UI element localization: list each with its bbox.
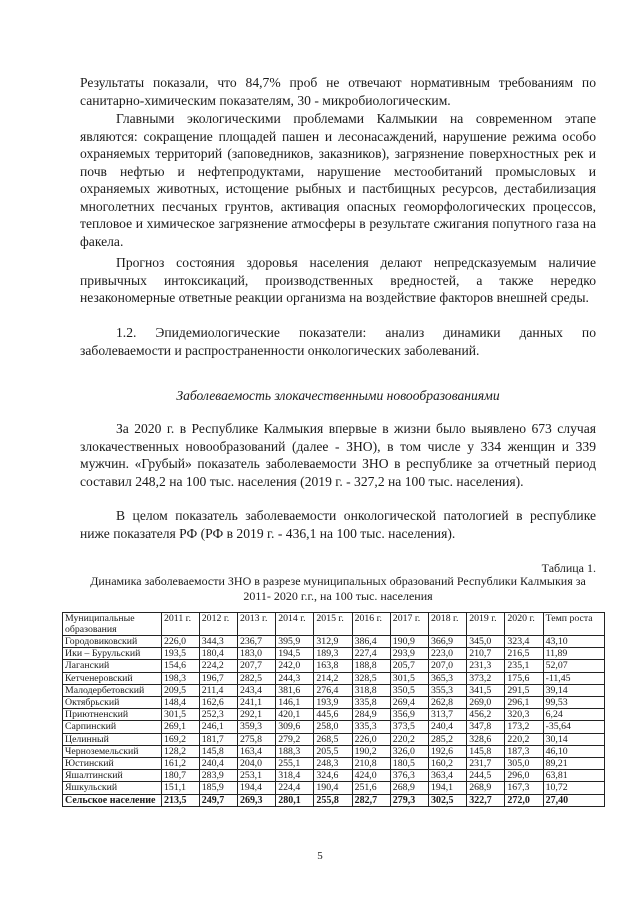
table-cell: 52,07	[543, 660, 604, 672]
table-cell: 356,9	[390, 709, 428, 721]
table-cell: 293,9	[390, 648, 428, 660]
table-cell: 312,9	[314, 636, 352, 648]
table-row	[63, 660, 605, 672]
table-header-cell: Муниципальные образования	[63, 613, 162, 636]
table-cell: 163,8	[314, 660, 352, 672]
table-cell: 376,3	[390, 770, 428, 782]
table-cell: 231,3	[467, 660, 505, 672]
table-cell: 244,5	[467, 770, 505, 782]
table-cell: 456,2	[467, 709, 505, 721]
row-label: Яшалтинский	[63, 770, 162, 782]
table-row	[63, 672, 605, 684]
table-cell: 39,14	[543, 684, 604, 696]
table-cell: 214,2	[314, 672, 352, 684]
row-label: Юстинский	[63, 758, 162, 770]
table-cell: 276,4	[314, 684, 352, 696]
table-cell: 244,3	[276, 672, 314, 684]
table-cell: 180,5	[390, 758, 428, 770]
table-cell: 324,6	[314, 770, 352, 782]
table-cell: 193,9	[314, 697, 352, 709]
total-cell: 322,7	[467, 794, 505, 806]
table-cell: 209,5	[162, 684, 200, 696]
table-cell: -35,64	[543, 721, 604, 733]
table-row	[63, 745, 605, 757]
page-number: 5	[317, 850, 323, 862]
table-cell: 262,8	[429, 697, 467, 709]
table-cell: 347,8	[467, 721, 505, 733]
table-cell: 285,2	[429, 733, 467, 745]
table-cell: 282,5	[237, 672, 275, 684]
table-cell: 180,7	[162, 770, 200, 782]
table-row	[63, 636, 605, 648]
table-cell: 296,1	[505, 697, 543, 709]
table-cell: 175,6	[505, 672, 543, 684]
table-cell: 420,1	[276, 709, 314, 721]
table-cell: 46,10	[543, 745, 604, 757]
row-label: Черноземельский	[63, 745, 162, 757]
paragraph-2020: За 2020 г. в Республике Калмыкия впервые в жизни было выявлено 673 случая злокачественных новообразований (далее - ЗНО), в том числе у 334 женщин и 339 мужчин. «Грубый» показатель заболеваемости ЗНО в республике за отчетный период составил 248,2 на 100 тыс. населения (2019 г. - 327,2 на 100 тыс. населения).	[80, 421, 596, 489]
table-total-row	[63, 794, 605, 806]
table-row	[63, 648, 605, 660]
table-row	[63, 782, 605, 794]
table-cell: 318,8	[352, 684, 390, 696]
table-cell: 305,0	[505, 758, 543, 770]
row-label: Октябрьский	[63, 697, 162, 709]
table-header-row	[63, 613, 605, 636]
table-cell: 350,5	[390, 684, 428, 696]
table-row	[63, 709, 605, 721]
table-cell: 188,3	[276, 745, 314, 757]
table-cell: 63,81	[543, 770, 604, 782]
table-cell: 146,1	[276, 697, 314, 709]
table-cell: 160,2	[429, 758, 467, 770]
table-cell: 296,0	[505, 770, 543, 782]
table-body	[63, 636, 605, 807]
table-cell: 269,1	[162, 721, 200, 733]
row-label: Малодербетовский	[63, 684, 162, 696]
table-cell: 424,0	[352, 770, 390, 782]
table-header-cell: 2017 г.	[390, 613, 428, 636]
table-cell: 183,0	[237, 648, 275, 660]
table-cell: 194,5	[276, 648, 314, 660]
total-cell: 255,8	[314, 794, 352, 806]
total-cell: 27,40	[543, 794, 604, 806]
table-cell: 269,0	[467, 697, 505, 709]
total-cell: 279,3	[390, 794, 428, 806]
table-cell: 381,6	[276, 684, 314, 696]
row-label: Городовиковский	[63, 636, 162, 648]
table-cell: 10,72	[543, 782, 604, 794]
table-cell: 187,3	[505, 745, 543, 757]
table-cell: 145,8	[199, 745, 237, 757]
subsection-title: Заболеваемость злокачественными новообразованиями	[176, 388, 500, 403]
table-cell: 235,1	[505, 660, 543, 672]
paragraph-results: Результаты показали, что 84,7% проб не отвечают нормативным требованиям по санитарно-химическим показателям, 30 - микробиологическим.	[80, 75, 596, 108]
table-cell: 210,7	[467, 648, 505, 660]
table-cell: 207,7	[237, 660, 275, 672]
table-cell: 373,2	[467, 672, 505, 684]
table-cell: 292,1	[237, 709, 275, 721]
total-cell: 282,7	[352, 794, 390, 806]
table-cell: 226,0	[352, 733, 390, 745]
table-cell: 240,4	[429, 721, 467, 733]
table-cell: 246,1	[199, 721, 237, 733]
table-cell: 181,7	[199, 733, 237, 745]
table-cell: 284,9	[352, 709, 390, 721]
table-cell: 291,5	[505, 684, 543, 696]
row-label: Приютненский	[63, 709, 162, 721]
table-cell: 328,5	[352, 672, 390, 684]
table-header-cell: 2018 г.	[429, 613, 467, 636]
table-cell: -11,45	[543, 672, 604, 684]
table-cell: 251,6	[352, 782, 390, 794]
table-cell: 253,1	[237, 770, 275, 782]
table-cell: 193,5	[162, 648, 200, 660]
table-cell: 220,2	[390, 733, 428, 745]
table-cell: 43,10	[543, 636, 604, 648]
table-cell: 268,9	[467, 782, 505, 794]
table-cell: 345,0	[467, 636, 505, 648]
table-cell: 194,4	[237, 782, 275, 794]
table-cell: 386,4	[352, 636, 390, 648]
total-cell: 213,5	[162, 794, 200, 806]
table-cell: 169,2	[162, 733, 200, 745]
table-cell: 190,4	[314, 782, 352, 794]
row-label: Целинный	[63, 733, 162, 745]
table-cell: 190,2	[352, 745, 390, 757]
table-cell: 224,4	[276, 782, 314, 794]
table-cell: 231,7	[467, 758, 505, 770]
table-cell: 216,5	[505, 648, 543, 660]
table-cell: 366,9	[429, 636, 467, 648]
table-cell: 89,21	[543, 758, 604, 770]
table-cell: 151,1	[162, 782, 200, 794]
table-cell: 163,4	[237, 745, 275, 757]
table-cell: 205,7	[390, 660, 428, 672]
paragraph-rf-comparison: В целом показатель заболеваемости онкологической патологией в республике ниже показателя РФ (РФ в 2019 г. - 436,1 на 100 тыс. населения).	[80, 508, 596, 541]
table-cell: 236,7	[237, 636, 275, 648]
table-cell: 128,2	[162, 745, 200, 757]
table-cell: 363,4	[429, 770, 467, 782]
table-cell: 318,4	[276, 770, 314, 782]
table-cell: 161,2	[162, 758, 200, 770]
total-cell: 249,7	[199, 794, 237, 806]
total-cell: 280,1	[276, 794, 314, 806]
table-cell: 99,53	[543, 697, 604, 709]
table-cell: 224,2	[199, 660, 237, 672]
table-cell: 241,1	[237, 697, 275, 709]
table-cell: 180,4	[199, 648, 237, 660]
table-cell: 154,6	[162, 660, 200, 672]
table-cell: 6,24	[543, 709, 604, 721]
table-cell: 268,9	[390, 782, 428, 794]
table-cell: 194,1	[429, 782, 467, 794]
table-cell: 344,3	[199, 636, 237, 648]
table-cell: 205,5	[314, 745, 352, 757]
table-cell: 258,0	[314, 721, 352, 733]
table-cell: 210,8	[352, 758, 390, 770]
table-row	[63, 684, 605, 696]
table-cell: 204,0	[237, 758, 275, 770]
table-cell: 240,4	[199, 758, 237, 770]
table-row	[63, 770, 605, 782]
paragraph-ecology: Главными экологическими проблемами Калмыкии на современном этапе являются: сокращение площадей пашен и лесонасаждений, нарушение режима особо охраняемых территорий (заповедников, заказников), загрязнение поверхностных рек и почв нефтью и нефтепродуктами, нарушение местообитаний промысловых и охраняемых животных, истощение рыбных и пастбищных ресурсов, дестабилизация многолетних песчаных грунтов, активация опасных геоморфологических процессов, тепловое и химическое загрязнение атмосферы в результате сжигания попутного газа на факела.	[80, 111, 596, 249]
table-cell: 226,0	[162, 636, 200, 648]
table-cell: 211,4	[199, 684, 237, 696]
total-cell: 269,3	[237, 794, 275, 806]
table-cell: 301,5	[162, 709, 200, 721]
table-cell: 207,0	[429, 660, 467, 672]
table-row	[63, 697, 605, 709]
table-cell: 243,4	[237, 684, 275, 696]
table-cell: 223,0	[429, 648, 467, 660]
table-header-cell: 2016 г.	[352, 613, 390, 636]
table-header-cell: 2013 г.	[237, 613, 275, 636]
table-cell: 275,8	[237, 733, 275, 745]
table-header-cell: 2012 г.	[199, 613, 237, 636]
table-cell: 359,3	[237, 721, 275, 733]
table-cell: 188,8	[352, 660, 390, 672]
table-header-cell: 2020 г.	[505, 613, 543, 636]
table-cell: 445,6	[314, 709, 352, 721]
table-cell: 395,9	[276, 636, 314, 648]
table-row	[63, 721, 605, 733]
table-cell: 323,4	[505, 636, 543, 648]
table-cell: 30,14	[543, 733, 604, 745]
table-cell: 269,4	[390, 697, 428, 709]
table-cell: 335,8	[352, 697, 390, 709]
table-cell: 373,5	[390, 721, 428, 733]
total-label: Сельское население	[63, 794, 162, 806]
row-label: Яшкульский	[63, 782, 162, 794]
table-cell: 301,5	[390, 672, 428, 684]
table-caption: Динамика заболеваемости ЗНО в разрезе муниципальных образований Республики Калмыкия за 2011- 2020 г.г., на 100 тыс. населения	[90, 574, 586, 603]
table-cell: 167,3	[505, 782, 543, 794]
table-cell: 320,3	[505, 709, 543, 721]
table-cell: 341,5	[467, 684, 505, 696]
table-cell: 309,6	[276, 721, 314, 733]
incidence-table	[62, 612, 605, 807]
table-cell: 162,6	[199, 697, 237, 709]
table-cell: 148,4	[162, 697, 200, 709]
table-header-cell: 2014 г.	[276, 613, 314, 636]
table-row	[63, 758, 605, 770]
table-cell: 189,3	[314, 648, 352, 660]
row-label: Сарпинский	[63, 721, 162, 733]
table-cell: 279,2	[276, 733, 314, 745]
table-cell: 242,0	[276, 660, 314, 672]
table-cell: 365,3	[429, 672, 467, 684]
table-header-cell: 2019 г.	[467, 613, 505, 636]
table-cell: 173,2	[505, 721, 543, 733]
row-label: Кетченеровский	[63, 672, 162, 684]
table-cell: 252,3	[199, 709, 237, 721]
table-cell: 248,3	[314, 758, 352, 770]
table-cell: 145,8	[467, 745, 505, 757]
table-cell: 328,6	[467, 733, 505, 745]
table-cell: 192,6	[429, 745, 467, 757]
table-cell: 313,7	[429, 709, 467, 721]
total-cell: 272,0	[505, 794, 543, 806]
table-cell: 227,4	[352, 648, 390, 660]
table-header-cell: Темп роста	[543, 613, 604, 636]
table-cell: 196,7	[199, 672, 237, 684]
table-cell: 255,1	[276, 758, 314, 770]
total-cell: 302,5	[429, 794, 467, 806]
row-label: Ики – Бурульский	[63, 648, 162, 660]
table-cell: 355,3	[429, 684, 467, 696]
table-cell: 185,9	[199, 782, 237, 794]
table-row	[63, 733, 605, 745]
table-header-cell: 2015 г.	[314, 613, 352, 636]
row-label: Лаганский	[63, 660, 162, 672]
table-cell: 198,3	[162, 672, 200, 684]
table-cell: 220,2	[505, 733, 543, 745]
table-header-cell: 2011 г.	[162, 613, 200, 636]
table-cell: 268,5	[314, 733, 352, 745]
table-cell: 326,0	[390, 745, 428, 757]
table-number: Таблица 1.	[541, 561, 596, 575]
section-heading: 1.2. Эпидемиологические показатели: анализ динамики данных по заболеваемости и распространенности онкологических заболеваний.	[80, 325, 596, 358]
table-cell: 283,9	[199, 770, 237, 782]
table-cell: 335,3	[352, 721, 390, 733]
table-cell: 190,9	[390, 636, 428, 648]
table-cell: 11,89	[543, 648, 604, 660]
paragraph-forecast: Прогноз состояния здоровья населения делают непредсказуемым наличие привычных интоксикаций, производственных вредностей, а также нередко незакономерные ответные реакции организма на воздействие факторов внешней среды.	[80, 255, 596, 305]
